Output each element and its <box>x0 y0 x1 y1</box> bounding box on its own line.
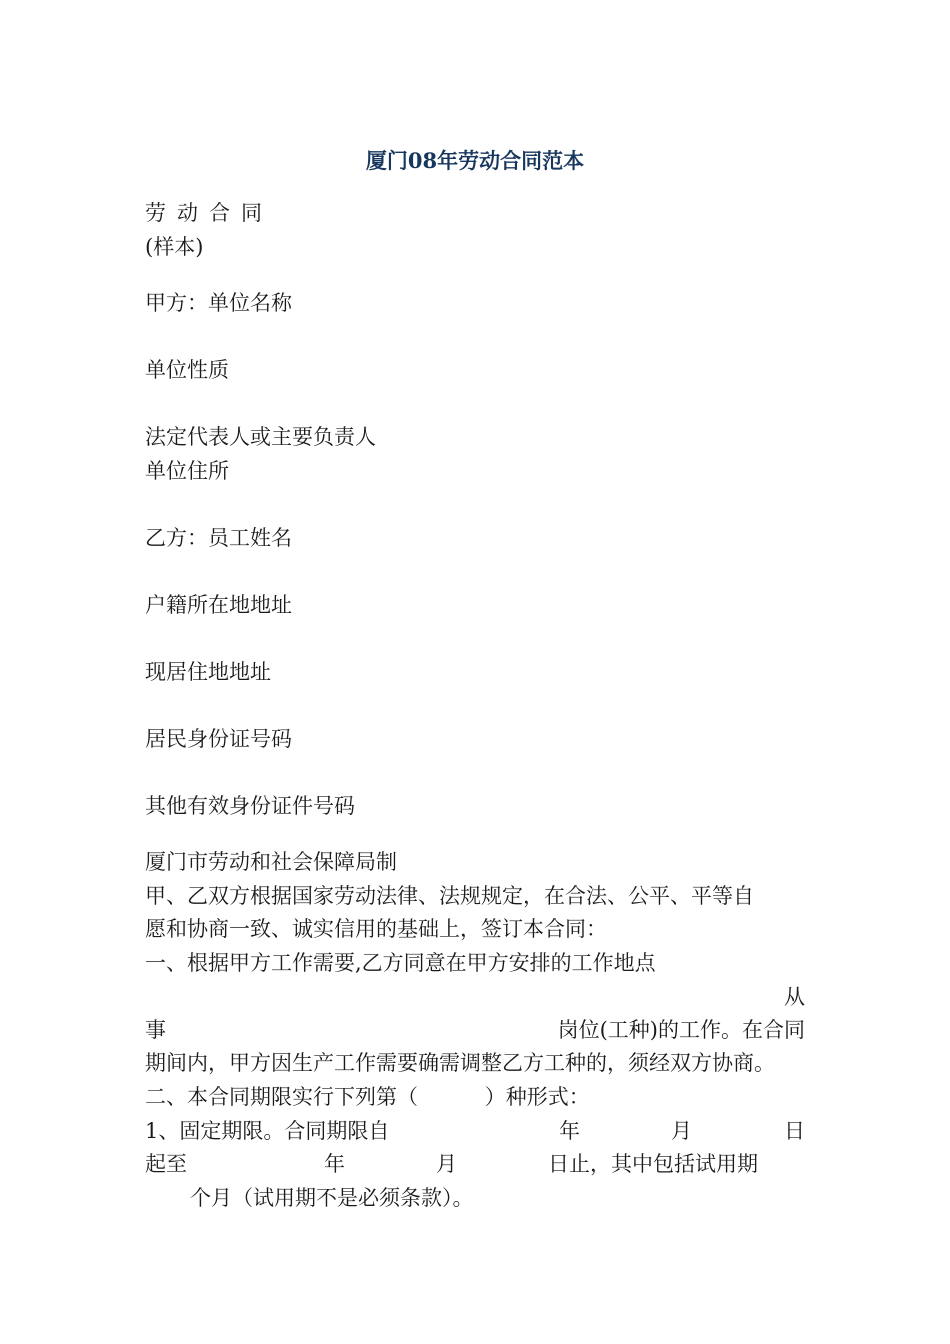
issuer-text: 厦门市劳动和社会保障局制 <box>145 850 397 874</box>
start-year-label: 年 <box>559 1119 580 1143</box>
clause-1-line-1: 一、根据甲方工作需要,乙方同意在甲方安排的工作地点 <box>145 951 656 975</box>
clause-1-shi: 事 <box>145 1018 166 1042</box>
end-month-label: 月 <box>436 1152 457 1176</box>
document-title: 厦门08年劳动合同范本 <box>365 148 585 173</box>
other-id-field: 其他有效身份证件号码 <box>145 794 355 818</box>
contract-heading: 劳动合同 <box>145 201 273 225</box>
unit-address-field: 单位住所 <box>145 459 229 483</box>
clause-1-cong: 从 <box>784 985 805 1009</box>
intro-paragraph-line-2: 愿和协商一致、诚实信用的基础上，签订本合同： <box>145 917 607 941</box>
current-address-field: 现居住地地址 <box>145 660 271 684</box>
clause-1-line-3 <box>145 1016 805 1044</box>
clause-2-fixed-term-line <box>145 1117 805 1145</box>
start-day-label: 日 <box>784 1119 805 1143</box>
sample-label: (样本) <box>145 235 204 259</box>
probation-months-line: 个月（试用期不是必须条款）。 <box>190 1186 474 1210</box>
clause-2-line-1: 二、本合同期限实行下列第（ ）种形式： <box>145 1085 590 1109</box>
party-a-name-field: 甲方：单位名称 <box>145 291 292 315</box>
clause-1-gangwei: 岗位(工种)的工作。在合同 <box>557 1018 805 1042</box>
unit-nature-field: 单位性质 <box>145 358 229 382</box>
from-to-label: 起至 <box>145 1152 187 1176</box>
end-year-label: 年 <box>324 1152 345 1176</box>
start-month-label: 月 <box>671 1119 692 1143</box>
legal-rep-field: 法定代表人或主要负责人 <box>145 425 376 449</box>
household-address-field: 户籍所在地地址 <box>145 593 292 617</box>
clause-1-line-4: 期间内，甲方因生产工作需要确需调整乙方工种的，须经双方协商。 <box>145 1051 775 1075</box>
intro-paragraph-line-1: 甲、乙双方根据国家劳动法律、法规规定，在合法、公平、平等自 <box>145 884 754 908</box>
id-number-field: 居民身份证号码 <box>145 727 292 751</box>
until-probation-label: 日止，其中包括试用期 <box>548 1152 758 1176</box>
party-b-name-field: 乙方：员工姓名 <box>145 526 292 550</box>
fixed-term-label: 1、固定期限。合同期限自 <box>145 1119 390 1143</box>
clause-1-line-2 <box>145 983 805 1011</box>
clause-2-end-line <box>145 1150 805 1178</box>
